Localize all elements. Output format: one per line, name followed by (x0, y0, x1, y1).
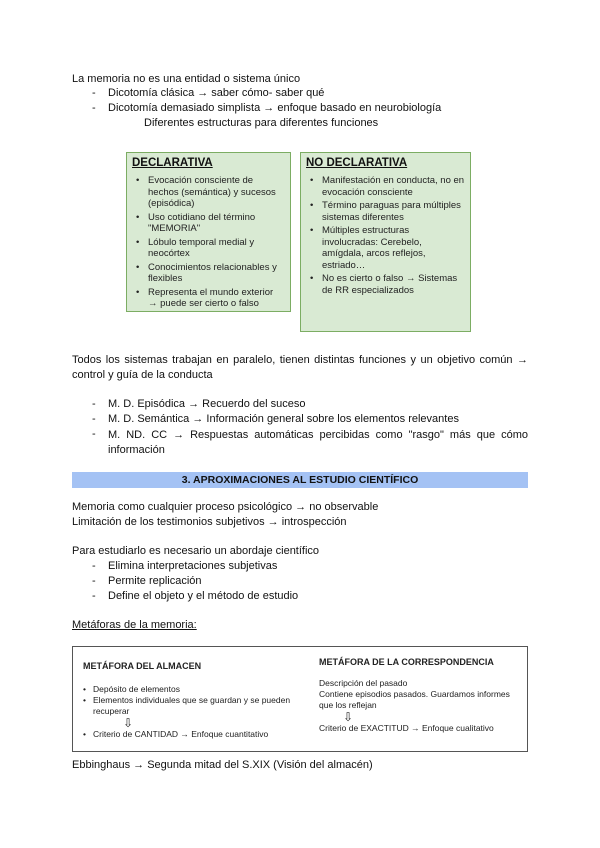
declarativa-title: DECLARATIVA (132, 157, 213, 169)
metaforas-title: Metáforas de la memoria: (72, 619, 197, 631)
dash-marker: - (92, 428, 96, 440)
almacen-title: METÁFORA DEL ALMACEN (83, 661, 202, 671)
correspondencia-title: METÁFORA DE LA CORRESPONDENCIA (319, 657, 494, 667)
down-arrow-icon: ⇩ (343, 710, 354, 724)
no-declarativa-title: NO DECLARATIVA (306, 157, 408, 169)
dash-marker: - (92, 413, 96, 425)
correspondencia-line: Criterio de EXACTITUD → Enfoque cualitativo (319, 723, 494, 733)
dash-marker: - (92, 102, 96, 114)
no-declarativa-list (306, 175, 465, 296)
list-item: • Evocación consciente de hechos (semántica) y sucesos (episódica) (142, 175, 285, 210)
declarativa-list (132, 175, 285, 310)
down-arrow-icon: ⇩ (123, 716, 134, 730)
list-item: • No es cierto o falso → Sistemas de RR especializados (316, 273, 465, 296)
list-item: • Elementos individuales que se guardan y se pueden recuperar (83, 695, 293, 717)
almacen-list (83, 684, 293, 717)
list-item: M. ND. CC → Respuestas automáticas percibidas como "rasgo" más que cómo información (108, 429, 528, 456)
estudio-intro: Para estudiarlo es necesario un abordaje científico (72, 545, 320, 557)
paralelo-paragraph: Todos los sistemas trabajan en paralelo, tienen distintas funciones y un objetivo común → control y guía de la conducta (72, 354, 528, 381)
section-title: 3. APROXIMACIONES AL ESTUDIO CIENTÍFICO (181, 474, 419, 486)
intro-line: La memoria no es una entidad o sistema único (72, 73, 301, 85)
section-header (72, 472, 528, 488)
list-item: • Depósito de elementos (83, 684, 293, 695)
dash-marker: - (92, 590, 96, 602)
correspondencia-line: Contiene episodios pasados. Guardamos informes que los reflejan (319, 689, 510, 710)
correspondencia-column (319, 657, 519, 734)
metaforas-box (72, 646, 528, 752)
list-item: • Conocimientos relacionables y flexibles (142, 262, 285, 285)
declarativa-box (126, 152, 291, 312)
dash-marker: - (92, 398, 96, 410)
list-item: • Uso cotidiano del término "MEMORIA" (142, 212, 285, 235)
dash-marker: - (92, 560, 96, 572)
list-item: Permite replicación (108, 575, 202, 587)
dash-marker: - (92, 87, 96, 99)
ebbinghaus-line: Ebbinghaus → Segunda mitad del S.XIX (Visión del almacén) (72, 759, 373, 771)
list-item: Define el objeto y el método de estudio (108, 590, 299, 602)
list-item: • Manifestación en conducta, no en evocación consciente (316, 175, 465, 198)
list-item: Elimina interpretaciones subjetivas (108, 560, 278, 572)
list-item: • Representa el mundo exterior → puede ser cierto o falso (142, 287, 285, 310)
dash-marker: - (92, 575, 96, 587)
list-item: • Criterio de CANTIDAD → Enfoque cuantitativo (83, 729, 293, 740)
list-item: • Lóbulo temporal medial y neocórtex (142, 237, 285, 260)
correspondencia-line: Descripción del pasado (319, 678, 408, 688)
list-item: Dicotomía demasiado simplista → enfoque basado en neurobiología (108, 102, 442, 114)
almacen-column (83, 661, 293, 740)
list-item: • Múltiples estructuras involucradas: Cerebelo, amígdala, arcos reflejos, estriado… (316, 225, 465, 271)
no-declarativa-box (300, 152, 471, 332)
list-item: M. D. Semántica → Información general sobre los elementos relevantes (108, 413, 459, 425)
memoria-line: Memoria como cualquier proceso psicológico → no observable (72, 501, 379, 513)
sub-line: Diferentes estructuras para diferentes funciones (144, 117, 379, 129)
list-item: M. D. Episódica → Recuerdo del suceso (108, 398, 306, 410)
list-item: • Término paraguas para múltiples sistemas diferentes (316, 200, 465, 223)
list-item: Dicotomía clásica → saber cómo- saber qué (108, 87, 325, 99)
almacen-list-2 (83, 729, 293, 740)
memoria-line: Limitación de los testimonios subjetivos → introspección (72, 516, 347, 528)
